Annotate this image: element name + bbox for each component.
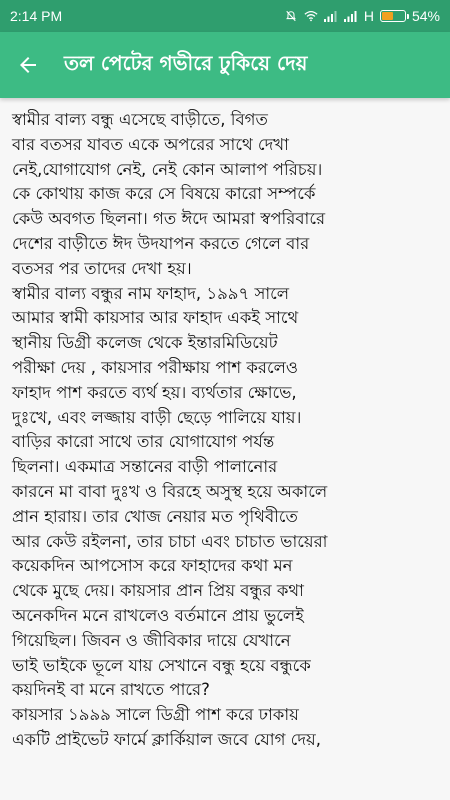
back-button[interactable] bbox=[0, 32, 56, 98]
battery-percent: 54% bbox=[411, 8, 440, 24]
status-icons bbox=[284, 8, 440, 24]
signal-icon bbox=[344, 10, 358, 22]
battery-icon bbox=[380, 10, 406, 22]
status-bar bbox=[0, 0, 450, 32]
arrow-left-icon bbox=[16, 53, 40, 77]
network-type-label: H bbox=[363, 8, 374, 24]
mute-icon bbox=[284, 10, 298, 22]
wifi-icon bbox=[304, 10, 318, 22]
signal-icon bbox=[324, 10, 338, 22]
page-title: তল পেটের গভীরে ঢুকিয়ে দেয় bbox=[64, 50, 308, 75]
app-bar bbox=[0, 32, 450, 98]
article-scroll-area[interactable] bbox=[0, 98, 450, 800]
article-body: স্বামীর বাল্য বন্ধু এসেছে বাড়ীতে, বিগত বার বতসর যাবত একে অপরের সাথে দেখা নেই,যোগাযোগ নেই, নেই কোন আলাপ পরিচয়। কে কোথায় কাজ করে সে বিষয়ে কারো সম্পর্কে কেউ অবগত ছিলনা। গত ঈদে আমরা স্বপরিবারে দেশের বাড়ীতে ঈদ উদযাপন করতে গেলে বার বতসর পর তাদের দেখা হয়। স্বামীর বাল্য বন্ধুর নাম ফাহাদ, ১৯৯৭ সালে আমার স্বামী কায়সার আর ফাহাদ একই সাথে স্থানীয় ডিগ্রী কলেজ থেকে ইন্তারমিডিয়েট পরীক্ষা দেয় , কায়সার পরীক্ষায় পাশ করলেও ফাহাদ পাশ করতে ব্যর্থ হয়। ব্যর্থতার ক্ষোভে, দুঃখে, এবং লজ্জায় বাড়ী ছেড়ে পালিয়ে যায়। বাড়ির কারো সাথে তার যোগাযোগ পর্যন্ত ছিলনা। একমাত্র সন্তানের বাড়ী পালানোর কারনে মা বাবা দুঃখ ও বিরহে অসুস্থ হয়ে অকালে প্রান হারায়। তার খোজ নেয়ার মত পৃথিবীতে আর কেউ রইলনা, তার চাচা এবং চাচাত ভায়েরা কয়েকদিন আপসোস করে ফাহাদের কথা মন থেকে মুছে দেয়। কায়সার প্রান প্রিয় বন্ধুর কথা অনেকদিন মনে রাখলেও বর্তমানে প্রায় ভুলেই গিয়েছিল। জিবন ও জীবিকার দায়ে যেখানে ভাই ভাইকে ভূলে যায় সেখানে বন্ধু হয়ে বন্ধুকে কয়দিনই বা মনে রাখতে পারে? কায়সার ১৯৯৯ সালে ডিগ্রী পাশ করে ঢাকায় একটি প্রাইভেট ফার্মে ক্লার্কিয়াল জবে যোগ দেয়, bbox=[12, 110, 328, 749]
status-time: 2:14 PM bbox=[10, 8, 63, 24]
battery-level-fill bbox=[382, 12, 393, 20]
